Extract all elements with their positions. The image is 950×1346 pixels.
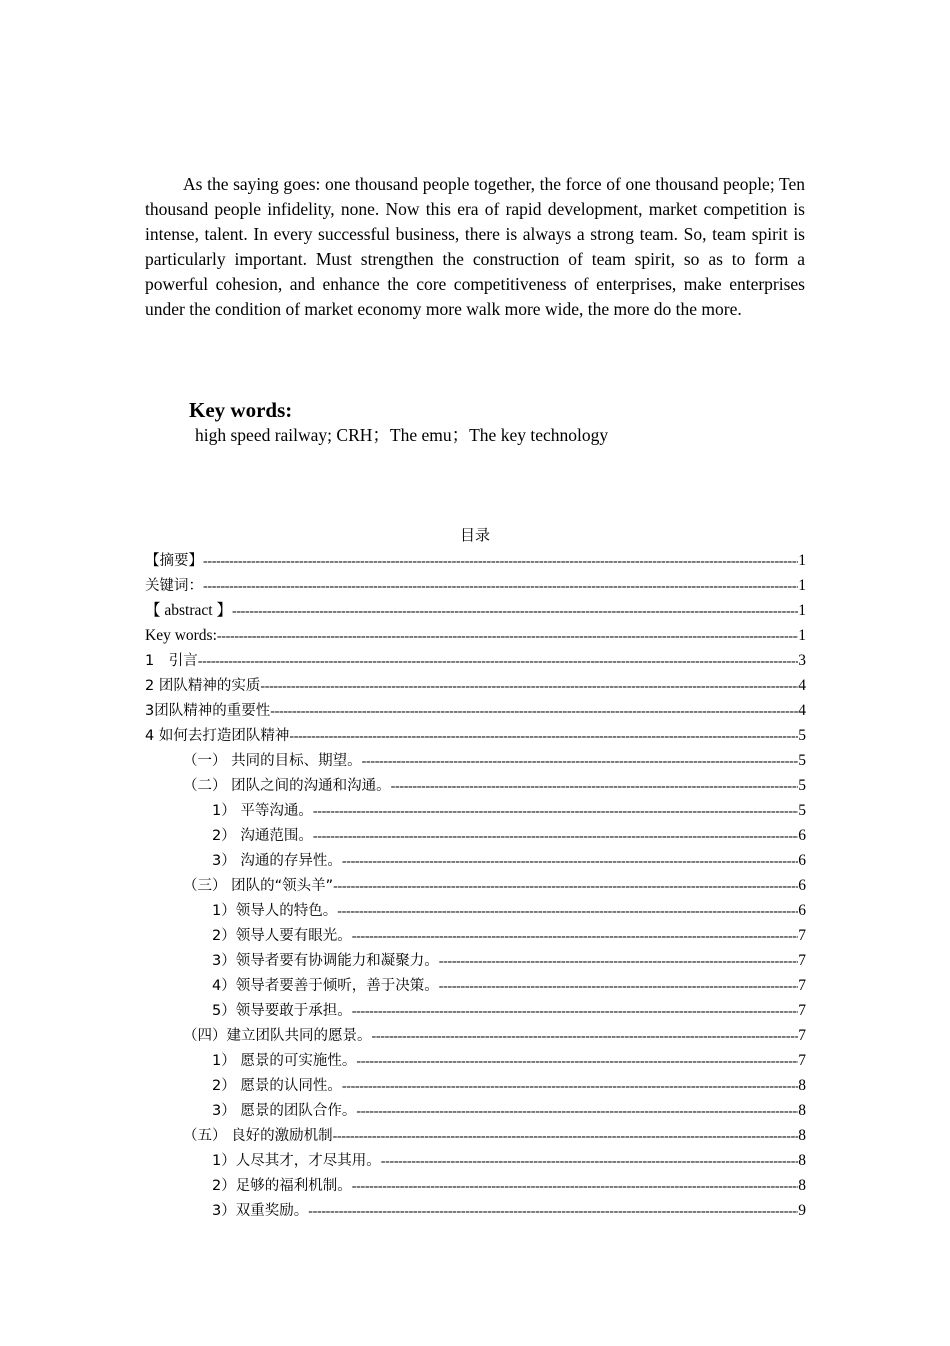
toc-entry-label: Key words: [145, 627, 217, 644]
toc-entry-page-number: 8 [798, 1127, 806, 1144]
toc-entry-label: （一） 共同的目标、期望。 [183, 753, 362, 769]
toc-dot-leader [439, 949, 799, 973]
toc-entry-page-number: 4 [798, 702, 806, 719]
toc-entry-page-number: 7 [798, 1027, 806, 1044]
toc-entry[interactable] [145, 748, 806, 773]
keywords-text: high speed railway; CRH；The emu；The key technology [195, 425, 609, 445]
toc-dot-leader [352, 999, 799, 1023]
toc-entry-label: 【 abstract 】 [145, 602, 232, 619]
toc-entry-label: 3） 沟通的存异性。 [212, 853, 342, 869]
toc-entry[interactable] [145, 798, 806, 823]
toc-entry[interactable] [145, 1073, 806, 1098]
keywords-title: Key words: [189, 398, 293, 422]
toc-entry-page-number: 7 [798, 1002, 806, 1019]
toc-dot-leader [342, 1074, 798, 1098]
toc-entry[interactable] [145, 923, 806, 948]
toc-entry-page-number: 6 [798, 827, 806, 844]
toc-entry-label: （四）建立团队共同的愿景。 [183, 1028, 372, 1044]
toc-entry-label: 1） 愿景的可实施性。 [212, 1053, 357, 1069]
toc-entry-page-number: 7 [798, 927, 806, 944]
toc-dot-leader [308, 1199, 798, 1223]
toc-entry[interactable] [145, 648, 806, 673]
toc-dot-leader [356, 1049, 798, 1073]
toc-entry[interactable] [145, 1048, 806, 1073]
toc-dot-leader [313, 824, 798, 848]
toc-entry[interactable] [145, 1098, 806, 1123]
toc-dot-leader [352, 924, 799, 948]
toc-entry[interactable] [145, 548, 806, 573]
toc-entry-label: 4 如何去打造团队精神 [145, 728, 290, 744]
toc-entry-label: 3）双重奖励。 [212, 1203, 309, 1219]
toc-dot-leader [232, 599, 798, 623]
toc-dot-leader [203, 574, 798, 598]
toc-entry[interactable] [145, 1123, 806, 1148]
toc-entry[interactable] [145, 873, 806, 898]
toc-dot-leader [337, 899, 798, 923]
toc-entry-page-number: 5 [798, 752, 806, 769]
toc-dot-leader [333, 1124, 799, 1148]
toc-entry-page-number: 9 [798, 1202, 806, 1219]
toc-entry-label: 3）领导者要有协调能力和凝聚力。 [212, 953, 439, 969]
toc-dot-leader [313, 799, 798, 823]
toc-entry-page-number: 7 [798, 952, 806, 969]
toc-entry-page-number: 1 [798, 602, 806, 619]
abstract-paragraph: As the saying goes: one thousand people together, the force of one thousand people; Ten thousand people infidelity, none. Now this era of rapid development, market competition is intense, talent. In every successful business, there is always a strong team. So, team spirit is particularly important. Must strengthen the construction of team spirit, so as to form a powerful cohesion, and enhance the core competitiveness of enterprises, make enterprises under the condition of market economy more walk more wide, the more do the more. [145, 174, 805, 319]
toc-entry-label: 3） 愿景的团队合作。 [212, 1103, 357, 1119]
toc-entry[interactable] [145, 598, 806, 623]
toc-entry[interactable] [145, 723, 806, 748]
toc-dot-leader [391, 774, 799, 798]
toc-entry-page-number: 1 [798, 627, 806, 644]
toc-entry-page-number: 6 [798, 902, 806, 919]
toc-entry-page-number: 6 [798, 877, 806, 894]
toc-entry[interactable] [145, 573, 806, 598]
toc-entry-label: 2） 沟通范围。 [212, 828, 313, 844]
toc-entry[interactable] [145, 998, 806, 1023]
toc-entry-label: 1）领导人的特色。 [212, 903, 338, 919]
toc-dot-leader [203, 549, 798, 573]
toc-entry[interactable] [145, 1198, 806, 1223]
toc-entry[interactable] [145, 848, 806, 873]
toc-entry-page-number: 1 [798, 552, 806, 569]
toc-entry-label: 关键词： [145, 578, 203, 594]
toc-entry-label: 1） 平等沟通。 [212, 803, 313, 819]
toc-entry-page-number: 8 [798, 1177, 806, 1194]
toc-dot-leader [381, 1149, 799, 1173]
toc-entry-label: 3团队精神的重要性 [145, 703, 271, 719]
toc-entry[interactable] [145, 973, 806, 998]
toc-entry-page-number: 3 [798, 652, 806, 669]
toc-entry[interactable] [145, 898, 806, 923]
toc-entry-page-number: 7 [798, 977, 806, 994]
toc-entry[interactable] [145, 1148, 806, 1173]
toc-dot-leader [198, 649, 799, 673]
toc-entry-page-number: 8 [798, 1077, 806, 1094]
toc-entry-label: 【摘要】 [145, 553, 203, 569]
toc-entry-label: （五） 良好的激励机制 [183, 1128, 333, 1144]
toc-entry[interactable] [145, 773, 806, 798]
toc-entry[interactable] [145, 823, 806, 848]
toc-entry-label: 2） 愿景的认同性。 [212, 1078, 342, 1094]
toc-entry-page-number: 6 [798, 852, 806, 869]
toc-entry-page-number: 7 [798, 1052, 806, 1069]
toc-dot-leader [356, 1099, 798, 1123]
toc-entry-label: （三） 团队的“领头羊” [183, 878, 334, 894]
toc-entry-page-number: 5 [798, 777, 806, 794]
toc-dot-leader [362, 749, 799, 773]
toc-entry-label: 2）领导人要有眼光。 [212, 928, 352, 944]
toc-dot-leader [217, 624, 798, 648]
toc-dot-leader [270, 699, 798, 723]
toc-dot-leader [439, 974, 799, 998]
toc-dot-leader [352, 1174, 799, 1198]
toc-entry-label: 2 团队精神的实质 [145, 678, 261, 694]
toc-entry[interactable] [145, 1023, 806, 1048]
toc-entry-label: 1）人尽其才，才尽其用。 [212, 1153, 381, 1169]
toc-dot-leader [260, 674, 798, 698]
toc-entry-page-number: 8 [798, 1102, 806, 1119]
toc-entry-page-number: 5 [798, 802, 806, 819]
toc-entry-label: 5）领导要敢于承担。 [212, 1003, 352, 1019]
toc-dot-leader [289, 724, 798, 748]
toc-entry[interactable] [145, 948, 806, 973]
toc-entry[interactable] [145, 698, 806, 723]
toc-entry[interactable] [145, 623, 806, 648]
toc-entry-label: 1 引言 [145, 653, 198, 669]
toc-entry[interactable] [145, 1173, 806, 1198]
toc-title: 目录 [459, 526, 490, 544]
toc-entry-page-number: 4 [798, 677, 806, 694]
toc-entry-label: 2）足够的福利机制。 [212, 1178, 352, 1194]
toc-entry-page-number: 8 [798, 1152, 806, 1169]
toc-entry-page-number: 5 [798, 727, 806, 744]
toc-entry-page-number: 1 [798, 577, 806, 594]
toc-entry[interactable] [145, 673, 806, 698]
toc-dot-leader [342, 849, 798, 873]
toc-entry-label: （二） 团队之间的沟通和沟通。 [183, 778, 391, 794]
toc-dot-leader [372, 1024, 799, 1048]
toc-dot-leader [333, 874, 798, 898]
table-of-contents [145, 548, 806, 1223]
toc-entry-label: 4）领导者要善于倾听，善于决策。 [212, 978, 439, 994]
